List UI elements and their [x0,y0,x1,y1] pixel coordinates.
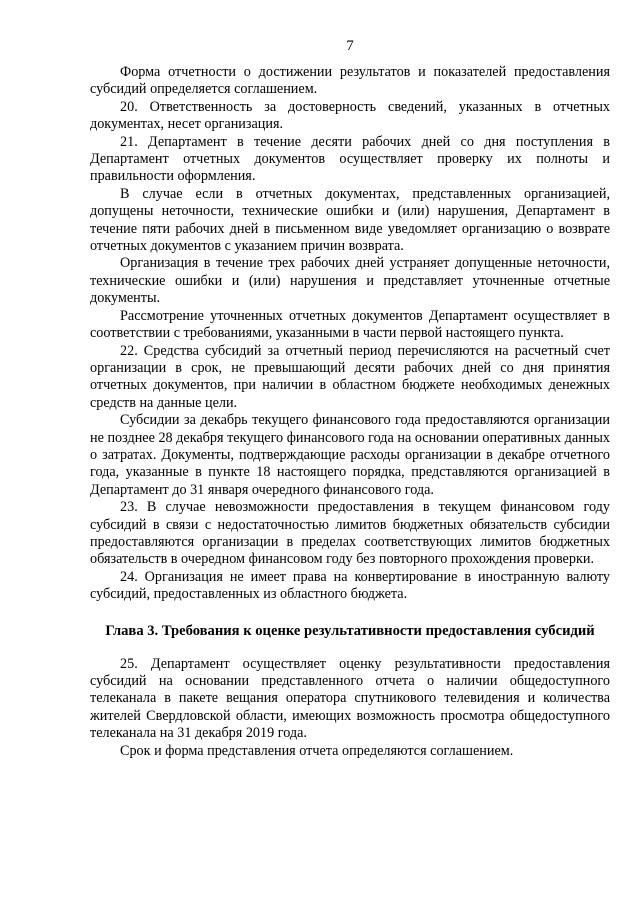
paragraph-item-21-review: Рассмотрение уточненных отчетных документов Департамент осуществляет в соответствии с требованиями, указанными в части первой настоящего пункта. [90,307,610,342]
paragraph-item-20: 20. Ответственность за достоверность сведений, указанных в отчетных документах, несет организация. [90,98,610,133]
paragraph-item-21-correction: Организация в течение трех рабочих дней устраняет допущенные неточности, технические ошибки и (или) нарушения и представляет уточненные отчетные документы. [90,255,610,307]
paragraph-item-23: 23. В случае невозможности предоставления в текущем финансовом году субсидий в связи с недостаточностью лимитов бюджетных обязательств субсидии предоставляются организации в пределах соответствующих лимитов бюджетных обязательств в очередном финансовом году без повторного прохождения проверки. [90,499,610,568]
paragraph-item-22-december: Субсидии за декабрь текущего финансового года предоставляются организации не позднее 28 декабря текущего финансового года на основании оперативных данных о затратах. Документы, подтверждающие расходы организации в декабре отчетного года, указанные в пункте 18 настоящего порядка, представляются организацией в Департамент до 31 января очередного финансового года. [90,412,610,498]
paragraph-item-24: 24. Организация не имеет права на конвертирование в иностранную валюту субсидий, предоставленных из областного бюджета. [90,568,610,603]
chapter-heading: Глава 3. Требования к оценке результативности предоставления субсидий [105,622,595,639]
paragraph-item-25: 25. Департамент осуществляет оценку результативности предоставления субсидий на основании представленного отчета о наличии общедоступного телеканала в пакете вещания оператора спутникового телевидения и количества жителей Свердловской области, имеющих возможность просмотра общедоступного телеканала на 31 декабря 2019 года. [90,655,610,742]
paragraph-item-21-errors: В случае если в отчетных документах, представленных организацией, допущены неточности, технические ошибки и (или) нарушения, Департамент в течение пяти рабочих дней в письменном виде уведомляет организацию о возврате отчетных документов с указанием причин возврата. [90,185,610,255]
page-number: 7 [346,38,354,54]
document-page [90,36,610,760]
paragraph-item-21: 21. Департамент в течение десяти рабочих дней со дня поступления в Департамент отчетных документов осуществляет проверку их полноты и правильности оформления. [90,133,610,185]
paragraph-report-deadline: Срок и форма представления отчета определяются соглашением. [120,742,514,759]
paragraph-report-form: Форма отчетности о достижении результатов и показателей предоставления субсидий определяется соглашением. [90,64,610,98]
paragraph-item-22: 22. Средства субсидий за отчетный период перечисляются на расчетный счет организации в срок, не превышающий десяти рабочих дней со дня принятия отчетных документов, при наличии в областном бюджете необходимых денежных средств на данные цели. [90,342,610,411]
